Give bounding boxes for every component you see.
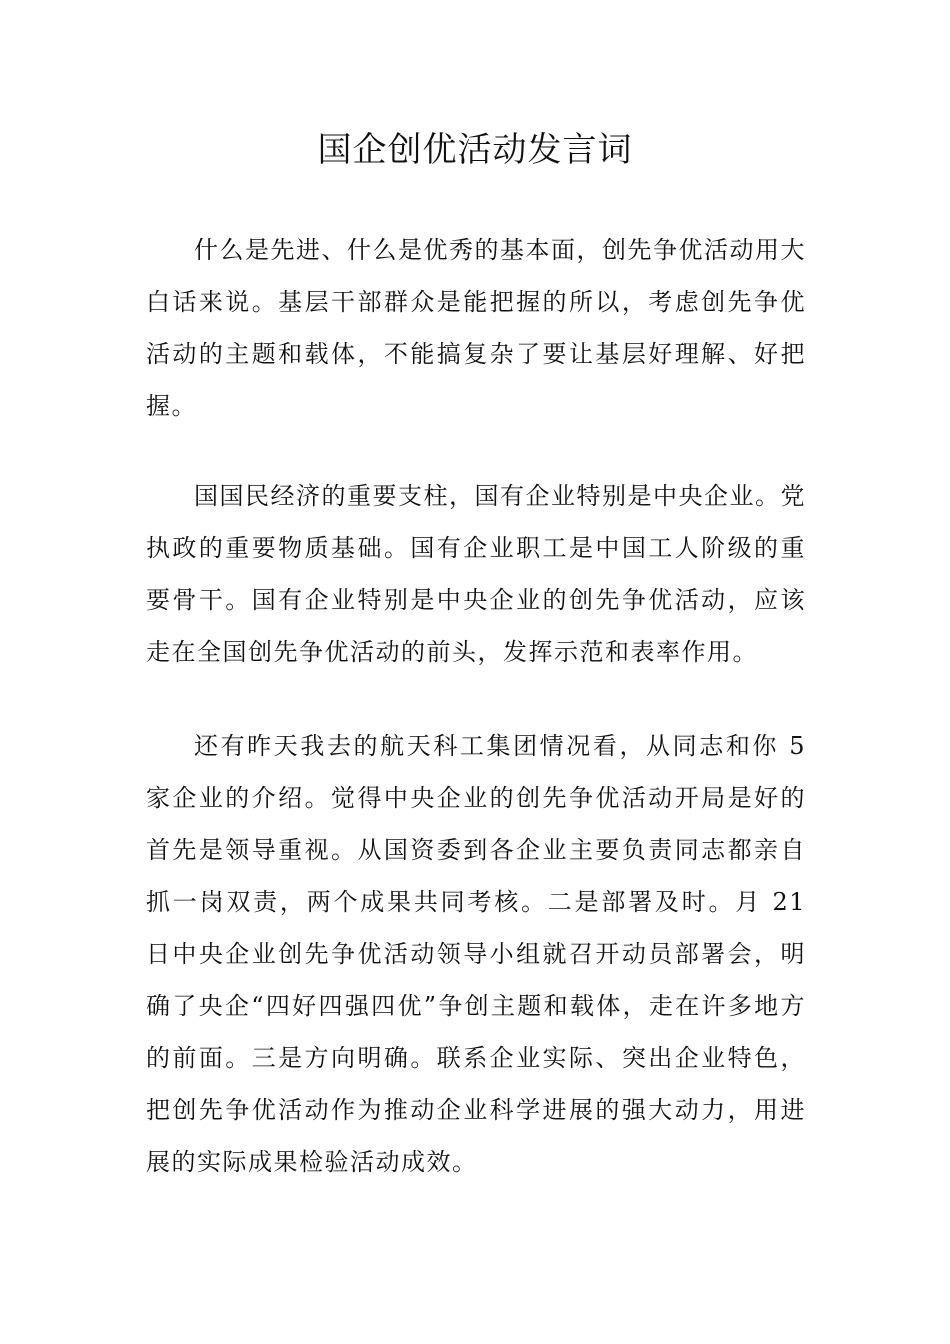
document-title: 国企创优活动发言词 (317, 130, 633, 170)
paragraph-1: 什么是先进、什么是优秀的基本面，创先争优活动用大白话来说。基层干部群众是能把握的所以，考虑创先争优活动的主题和载体，不能搞复杂了要让基层好理解、好把握。 (146, 236, 806, 420)
paragraph-2: 国国民经济的重要支柱，国有企业特别是中央企业。党执政的重要物质基础。国有企业职工是中国工人阶级的重要骨干。国有企业特别是中央企业的创先争优活动，应该走在全国创先争优活动的前头，发挥示范和表率作用。 (146, 482, 806, 666)
paragraph-3: 还有昨天我去的航天科工集团情况看，从同志和你 5 家企业的介绍。觉得中央企业的创先争优活动开局是好的首先是领导重视。从国资委到各企业主要负责同志都亲自抓一岗双责，两个成果共同考核。二是部署及时。月 21 日中央企业创先争优活动领导小组就召开动员部署会，明确了央企“四好四强四优”争创主题和载体，走在许多地方的前面。三是方向明确。联系企业实际、突出企业特色，把创先争优活动作为推动企业科学进展的强大动力，用进展的实际成果检验活动成效。 (146, 732, 806, 1176)
